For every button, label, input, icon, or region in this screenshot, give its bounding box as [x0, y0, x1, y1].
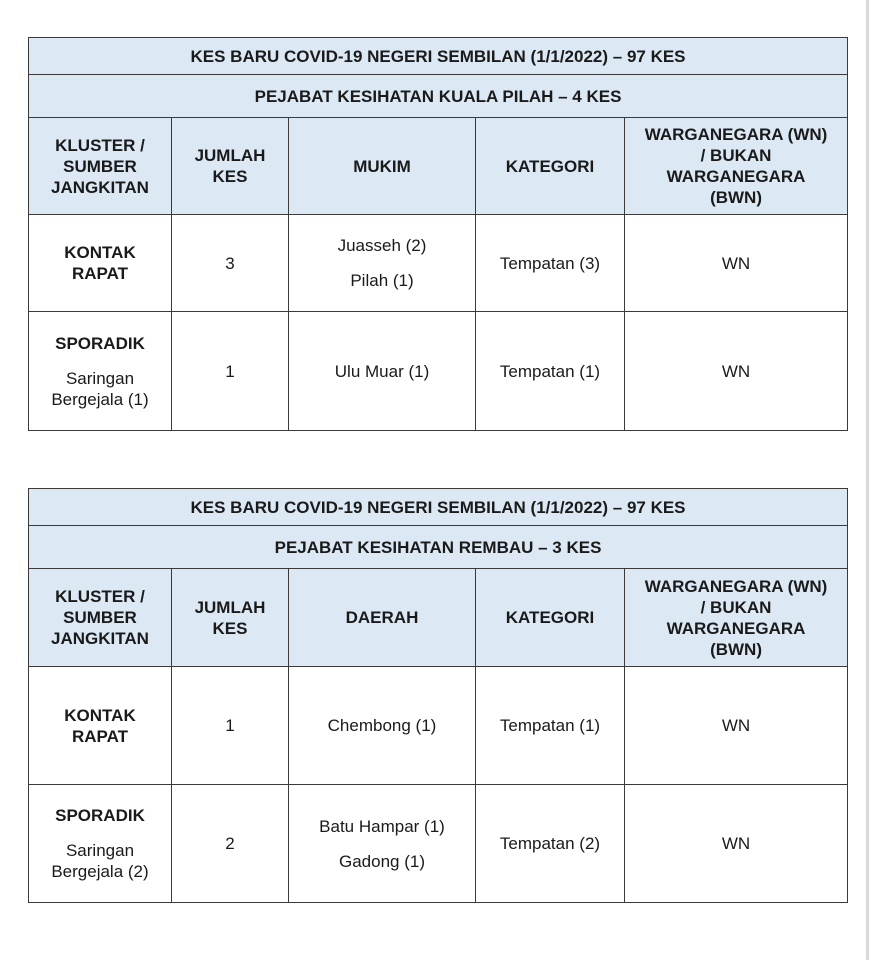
header-kategori: KATEGORI	[476, 118, 625, 215]
rembau-cases-table	[28, 488, 848, 903]
table-subtitle-row	[29, 526, 848, 569]
warganegara-cell: WN	[625, 312, 848, 431]
daerah-cell: Batu Hampar (1) Gadong (1)	[289, 785, 476, 903]
cluster-cell: KONTAK RAPAT	[29, 667, 172, 785]
jumlah-cell: 2	[172, 785, 289, 903]
header-warganegara: WARGANEGARA (WN) / BUKAN WARGANEGARA (BWN)	[625, 118, 848, 215]
cluster-cell: KONTAK RAPAT	[29, 215, 172, 312]
table-subtitle-row	[29, 75, 848, 118]
cluster-cell: SPORADIK Saringan Bergejala (2)	[29, 785, 172, 903]
header-cluster: KLUSTER / SUMBER JANGKITAN	[29, 118, 172, 215]
table-row	[29, 667, 848, 785]
daerah-cell: Chembong (1)	[289, 667, 476, 785]
header-daerah: DAERAH	[289, 569, 476, 667]
header-cluster: KLUSTER / SUMBER JANGKITAN	[29, 569, 172, 667]
kategori-cell: Tempatan (1)	[476, 312, 625, 431]
header-jumlah: JUMLAH KES	[172, 118, 289, 215]
table-subtitle: PEJABAT KESIHATAN REMBAU – 3 KES	[29, 526, 848, 569]
warganegara-cell: WN	[625, 667, 848, 785]
warganegara-cell: WN	[625, 785, 848, 903]
mukim-cell: Juasseh (2) Pilah (1)	[289, 215, 476, 312]
table-row	[29, 785, 848, 903]
table-row	[29, 312, 848, 431]
table-subtitle: PEJABAT KESIHATAN KUALA PILAH – 4 KES	[29, 75, 848, 118]
header-kategori: KATEGORI	[476, 569, 625, 667]
header-warganegara: WARGANEGARA (WN) / BUKAN WARGANEGARA (BWN)	[625, 569, 848, 667]
page-edge-divider	[866, 0, 869, 960]
jumlah-cell: 1	[172, 667, 289, 785]
column-header-row	[29, 118, 848, 215]
table-row	[29, 215, 848, 312]
header-mukim: MUKIM	[289, 118, 476, 215]
table-title-row	[29, 38, 848, 75]
jumlah-cell: 3	[172, 215, 289, 312]
warganegara-cell: WN	[625, 215, 848, 312]
kuala-pilah-cases-table	[28, 37, 848, 431]
table-title-row	[29, 489, 848, 526]
header-jumlah: JUMLAH KES	[172, 569, 289, 667]
mukim-cell: Ulu Muar (1)	[289, 312, 476, 431]
kategori-cell: Tempatan (1)	[476, 667, 625, 785]
kategori-cell: Tempatan (3)	[476, 215, 625, 312]
kategori-cell: Tempatan (2)	[476, 785, 625, 903]
table-title: KES BARU COVID-19 NEGERI SEMBILAN (1/1/2022) – 97 KES	[29, 489, 848, 526]
column-header-row	[29, 569, 848, 667]
cluster-cell: SPORADIK Saringan Bergejala (1)	[29, 312, 172, 431]
table-title: KES BARU COVID-19 NEGERI SEMBILAN (1/1/2022) – 97 KES	[29, 38, 848, 75]
jumlah-cell: 1	[172, 312, 289, 431]
